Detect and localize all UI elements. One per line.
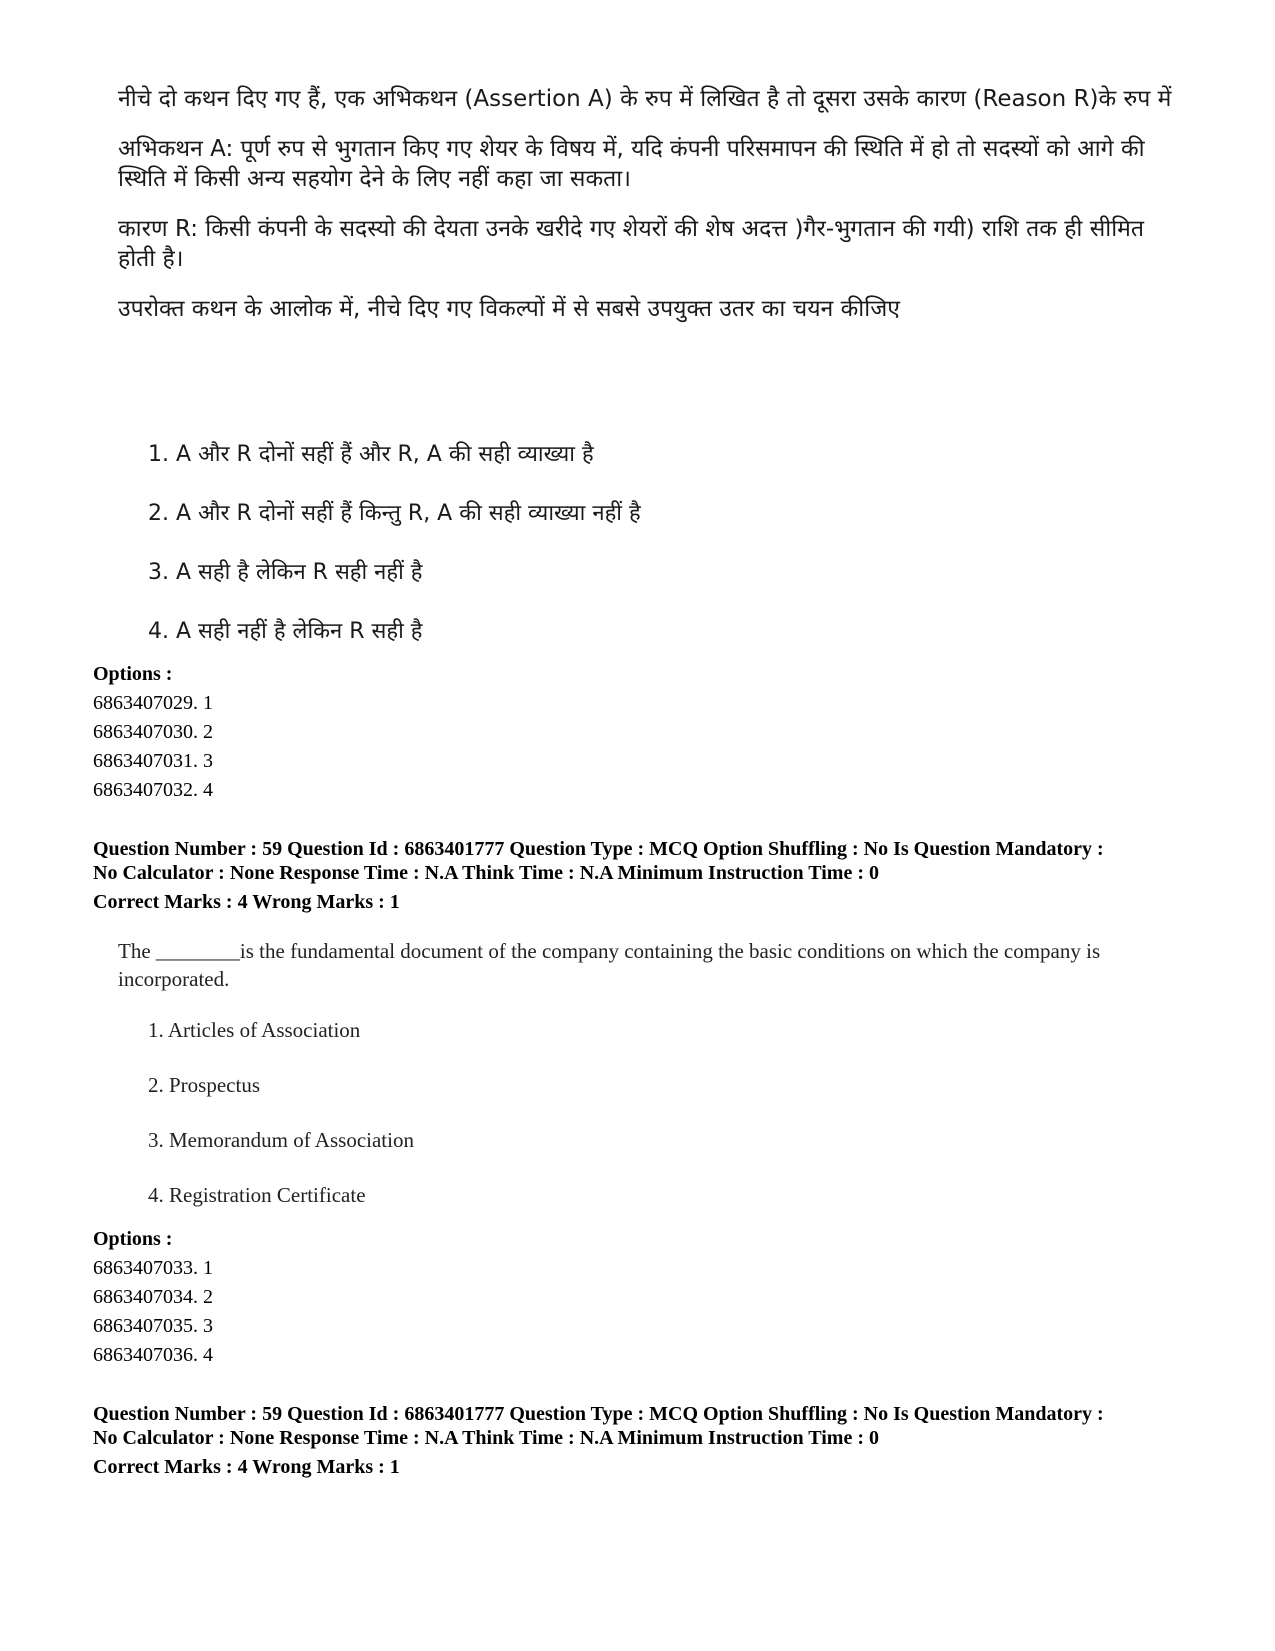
hindi-choice-4: 4. A सही नहीं है लेकिन R सही है bbox=[148, 619, 423, 644]
english-choice-1: 1. Articles of Association bbox=[148, 1018, 361, 1042]
options-label: Options : bbox=[93, 1228, 173, 1250]
question-meta-line-2: No Calculator : None Response Time : N.A Think Time : N.A Minimum Instruction Time : 0 bbox=[93, 862, 879, 884]
option-id: 6863407030. 2 bbox=[93, 721, 213, 743]
question-blank: ________ bbox=[155, 939, 240, 963]
english-choice-3: 3. Memorandum of Association bbox=[148, 1128, 414, 1152]
option-id: 6863407031. 3 bbox=[93, 750, 213, 772]
question-marks: Correct Marks : 4 Wrong Marks : 1 bbox=[93, 1456, 400, 1478]
options-block-1 bbox=[93, 660, 213, 805]
option-id: 6863407029. 1 bbox=[93, 692, 213, 714]
question-header-1 bbox=[93, 837, 1203, 914]
hindi-choice-1: 1. A और R दोनों सहीं हैं और R, A की सही व्याख्या है bbox=[148, 442, 594, 467]
english-choice-2: 2. Prospectus bbox=[148, 1073, 260, 1097]
question-text-start: The bbox=[118, 939, 156, 963]
option-id: 6863407035. 3 bbox=[93, 1315, 213, 1337]
hindi-question-text bbox=[118, 84, 1178, 344]
option-id: 6863407036. 4 bbox=[93, 1344, 213, 1366]
english-choices-list bbox=[148, 1016, 414, 1236]
question-meta-line-1: Question Number : 59 Question Id : 6863401777 Question Type : MCQ Option Shuffling : No Is Question Mandatory : bbox=[93, 1403, 1104, 1425]
question-marks: Correct Marks : 4 Wrong Marks : 1 bbox=[93, 891, 400, 913]
hindi-choices-list bbox=[148, 440, 641, 676]
hindi-choice-2: 2. A और R दोनों सहीं हैं किन्तु R, A की सही व्याख्या नहीं है bbox=[148, 501, 641, 526]
question-header-2 bbox=[93, 1402, 1203, 1479]
option-id: 6863407034. 2 bbox=[93, 1286, 213, 1308]
hindi-intro: नीचे दो कथन दिए गए हैं, एक अभिकथन (Assertion A) के रुप में लिखित है तो दूसरा उसके कारण (Reason R)के रुप में bbox=[118, 86, 1172, 112]
hindi-reason: कारण R: किसी कंपनी के सदस्यो की देयता उनके खरीदे गए शेयरों की शेष अदत्त )गैर-भुगतान की गयी) राशि तक ही सीमित होती है। bbox=[118, 216, 1145, 272]
question-meta-line-1: Question Number : 59 Question Id : 6863401777 Question Type : MCQ Option Shuffling : No Is Question Mandatory : bbox=[93, 838, 1104, 860]
options-block-2 bbox=[93, 1225, 213, 1370]
english-question-text bbox=[118, 937, 1178, 993]
hindi-instruction: उपरोक्त कथन के आलोक में, नीचे दिए गए विकल्पों में से सबसे उपयुक्त उतर का चयन कीजिए bbox=[118, 296, 900, 322]
options-label: Options : bbox=[93, 663, 173, 685]
question-text-end: is the fundamental document of the company containing the basic conditions on which the company is incorporated. bbox=[118, 939, 1101, 991]
option-id: 6863407033. 1 bbox=[93, 1257, 213, 1279]
option-id: 6863407032. 4 bbox=[93, 779, 213, 801]
english-choice-4: 4. Registration Certificate bbox=[148, 1183, 366, 1207]
hindi-assertion: अभिकथन A: पूर्ण रुप से भुगतान किए गए शेयर के विषय में, यदि कंपनी परिसमापन की स्थिति में हो तो सदस्यों को आगे की स्थिति में किसी अन्य सहयोग देने के लिए नहीं कहा जा सकता। bbox=[118, 136, 1145, 192]
hindi-choice-3: 3. A सही है लेकिन R सही नहीं है bbox=[148, 560, 423, 585]
question-meta-line-2: No Calculator : None Response Time : N.A Think Time : N.A Minimum Instruction Time : 0 bbox=[93, 1427, 879, 1449]
